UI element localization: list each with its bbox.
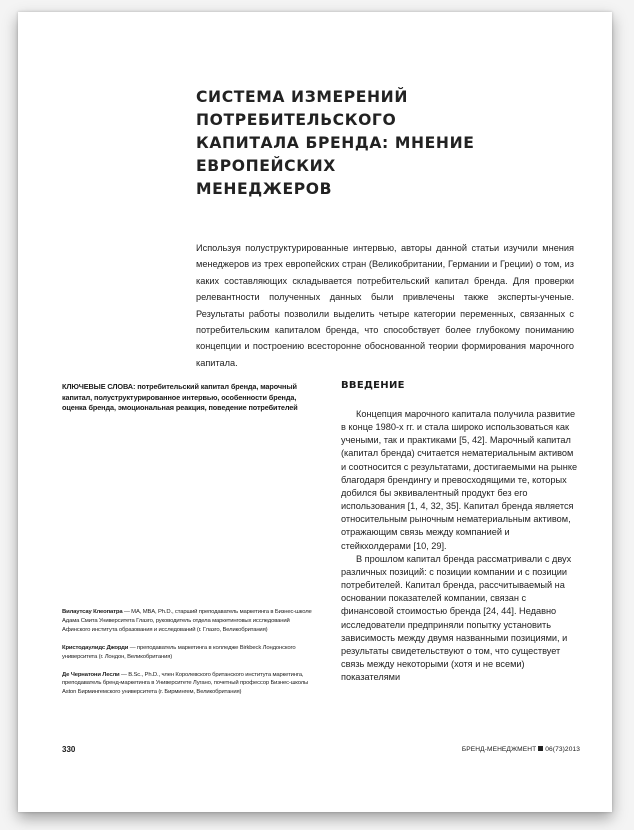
author-bio: — преподаватель маркетинга в колледже Birkbeck Лондонского университета (г. Лондон, Великобритания): [62, 644, 296, 660]
page-number: 330: [62, 745, 76, 754]
abstract: Используя полуструктурированные интервью, авторы данной статьи изучили мнения менеджеров из трех европейских стран (Великобритании, Германии и Греции) о том, из каких составляющих складывается потребительский капитал бренда. Для проверки релевантности полученных данных были привлечены также эксперты-ученые. Результаты работы позволили выделить четыре категории переменных, связанных с потребительским капиталом бренда, что способствует более глубокому пониманию концепции и построению всесторонне обоснованной теории формирования марочного капитала.: [196, 243, 574, 368]
article-title-line: МЕНЕДЖЕРОВ: [196, 180, 333, 198]
paragraph: Концепция марочного капитала получила развитие в конце 1980-х гг. и стала широко использоваться как учеными, так и практиками [5, 42]. Марочный капитал (капитал бренда) считается нематериальным активом и соотносится с результатами, достигаемыми на рынке благодаря брендингу и превосходящими те, которых добился бы эквивалентный продукт без его использования [1, 4, 32, 35]. Капитал бренда является относительным рыночным нематериальным активом, отражающим связь между компанией и стейкхолдерами [10, 29].: [341, 409, 578, 551]
issue-number: 06(73)2013: [545, 746, 580, 753]
running-footer: [440, 746, 580, 753]
section-heading: ВВЕДЕНИЕ: [341, 380, 405, 391]
author-entry: [62, 671, 316, 698]
article-title-line: КАПИТАЛА БРЕНДА: МНЕНИЕ ЕВРОПЕЙСКИХ: [196, 134, 475, 175]
author-name: Кристодаулидс Джорди: [62, 644, 129, 651]
author-info: [62, 608, 316, 706]
body-text: [341, 408, 578, 684]
author-entry: [62, 644, 316, 662]
author-name: Де Чернатони Лесли: [62, 671, 120, 678]
author-bio: — MA, MBA, Ph.D., старший преподаватель маркетинга в Бизнес-школе Адама Смита Университета Глазго, руководитель отдела маркетинговых исследований Афинского института образования и исследований (г. Глазго, Великобритания): [62, 609, 312, 633]
article-title-line: СИСТЕМА ИЗМЕРЕНИЙ ПОТРЕБИТЕЛЬСКОГО: [196, 88, 408, 129]
article-title: [196, 86, 576, 201]
square-separator-icon: [538, 746, 543, 751]
author-bio: — B.Sc., Ph.D., член Королевского британского института маркетинга, преподаватель бренд-маркетинга в Университете Лугано, почетный профессор Бизнес-школы Aston Бирмингемского университета (г. Бирмингем, Великобритания): [62, 671, 309, 696]
author-entry: [62, 608, 316, 635]
paragraph: В прошлом капитал бренда рассматривали с двух различных позиций: с позиции компании и с позиции потребителей. Капитал бренда, рассчитываемый на основании показателей компании, связан с финансовой стоимостью бренда [24, 44]. Недавно исследователи предприняли попытку установить зависимость между двумя названными позициями, и результаты свидетельствуют о том, что существует связь между некоторыми (хотя и не всеми) показателями: [341, 553, 572, 683]
author-name: Вилаутсау Клеопатра: [62, 609, 123, 615]
keywords: КЛЮЧЕВЫЕ СЛОВА: потребительский капитал бренда, марочный капитал, полуструктурированное интервью, особенности бренда, оценка бренда, эмоциональная реакция, поведение потребителей: [62, 382, 298, 413]
journal-name: БРЕНД-МЕНЕДЖМЕНТ: [461, 746, 537, 753]
